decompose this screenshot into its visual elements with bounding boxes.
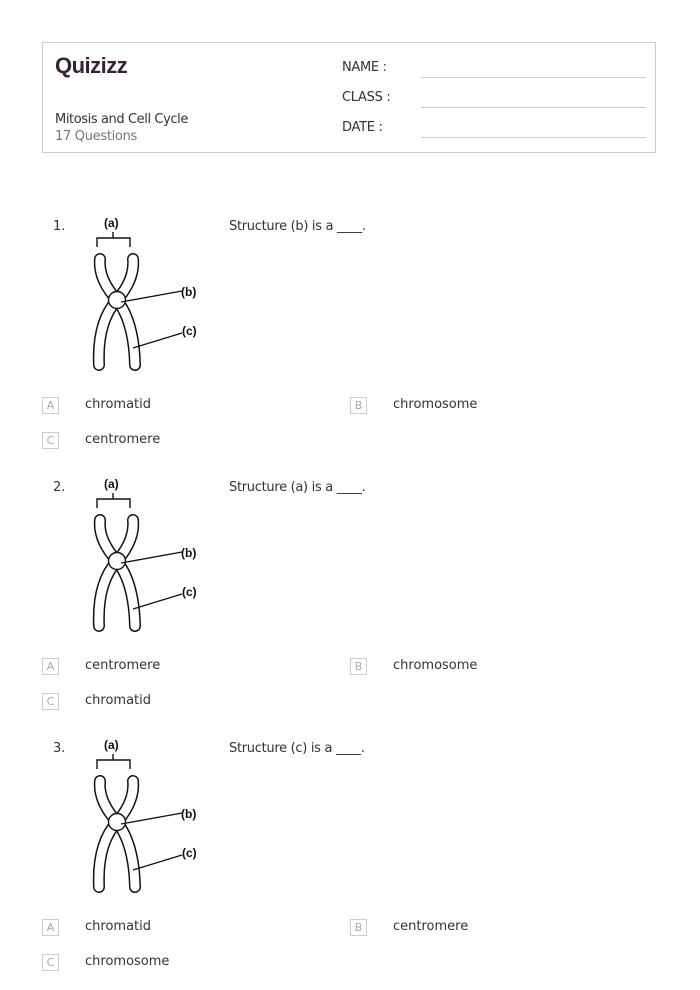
chromosome-diagram (85, 207, 245, 382)
label-c: (c) (182, 324, 197, 338)
option-letter: C (42, 432, 59, 449)
option-letter: C (42, 954, 59, 971)
centromere-circle (109, 814, 126, 831)
option-text: centromere (85, 432, 161, 447)
bracket (97, 754, 130, 769)
chromosome-arms (99, 520, 135, 626)
question (0, 212, 700, 462)
question-count: 17 Questions (55, 129, 137, 144)
option-text: chromosome (393, 658, 478, 673)
label-b: (b) (181, 285, 197, 299)
option-letter: B (350, 397, 367, 414)
question-text: Structure (a) is a ____. (229, 480, 366, 495)
worksheet-header (42, 42, 656, 153)
chromosome-arms (99, 259, 135, 365)
question (0, 473, 700, 723)
option-letter: A (42, 919, 59, 936)
label-a: (a) (104, 216, 119, 230)
quizizz-logo: Quizizz (55, 53, 128, 78)
option-text: centromere (393, 919, 469, 934)
option-text: chromosome (85, 954, 170, 969)
chromosome-diagram (85, 468, 245, 643)
class-field[interactable] (342, 90, 390, 105)
option-letter: C (42, 693, 59, 710)
centromere-circle (109, 292, 126, 309)
class-label: CLASS : (342, 90, 391, 105)
question-number: 3. (53, 741, 66, 756)
question (0, 734, 700, 984)
option-letter: A (42, 397, 59, 414)
date-label: DATE : (342, 120, 383, 135)
name-field[interactable] (342, 60, 387, 75)
bracket (97, 232, 130, 247)
bracket (97, 493, 130, 508)
option-letter: A (42, 658, 59, 675)
label-a: (a) (104, 738, 119, 752)
label-b: (b) (181, 546, 197, 560)
question-text: Structure (b) is a ____. (229, 219, 366, 234)
label-a: (a) (104, 477, 119, 491)
question-number: 1. (53, 219, 66, 234)
option-text: chromatid (85, 397, 151, 412)
option-text: chromatid (85, 693, 151, 708)
label-c: (c) (182, 846, 197, 860)
option-text: centromere (85, 658, 161, 673)
chromosome-diagram (85, 729, 245, 904)
label-c: (c) (182, 585, 197, 599)
date-field[interactable] (342, 120, 383, 135)
option-letter: B (350, 919, 367, 936)
label-b: (b) (181, 807, 197, 821)
chromosome-arms (99, 781, 135, 887)
question-text: Structure (c) is a ____. (229, 741, 365, 756)
question-number: 2. (53, 480, 66, 495)
worksheet-title: Mitosis and Cell Cycle (55, 112, 188, 127)
option-text: chromatid (85, 919, 151, 934)
centromere-circle (109, 553, 126, 570)
option-text: chromosome (393, 397, 478, 412)
option-letter: B (350, 658, 367, 675)
name-label: NAME : (342, 60, 387, 75)
